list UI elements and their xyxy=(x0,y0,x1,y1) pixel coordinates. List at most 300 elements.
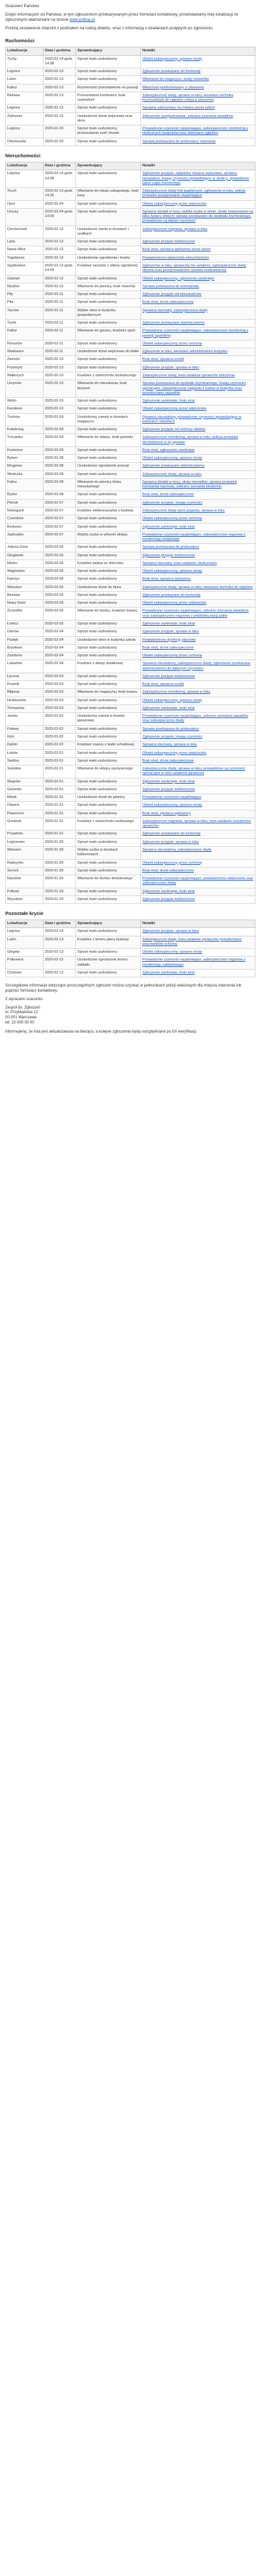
note-link[interactable]: Obiekt zabezpieczony przez właściciela xyxy=(142,201,207,206)
note-link[interactable]: Prowadzone czynności wyjaśniające, zabezpieczono monitoring z okolicznych budynków oraz dokonano oględzin xyxy=(142,127,248,136)
cell-note xyxy=(141,584,255,591)
note-link[interactable]: Zgłoszenie przyjęte, sprawa w toku xyxy=(142,929,200,934)
note-link[interactable]: Prowadzone czynności wyjaśniające, zabezpieczono monitoring z posesji sąsiedniej xyxy=(142,329,248,338)
note-link[interactable]: Zgłoszenie przekazane do komendy xyxy=(142,70,201,74)
note-link[interactable]: Prowadzone czynności wyjaśniające, zebrano zeznania sąsiadów oraz zabezpieczono ślady xyxy=(142,714,248,723)
cell-inspector: Sprzęt mało uszkodzony xyxy=(76,644,141,652)
cell-location: Legnica xyxy=(6,105,44,112)
cell-location: Braniewo xyxy=(6,644,44,652)
note-link[interactable]: Zabezpieczono monitoring, sprawa w toku xyxy=(142,690,211,695)
cell-date: 2020-01-31 xyxy=(44,818,76,831)
note-link[interactable]: Powiadomiono właściciela nieruchomości xyxy=(142,255,209,260)
note-link[interactable]: Zgłoszenie przyjęte telefonicznie xyxy=(142,787,195,792)
cell-note xyxy=(141,299,255,307)
cell-location: Radzymin xyxy=(6,859,44,867)
cell-date: 2020-02-11 xyxy=(44,340,76,348)
cell-note xyxy=(141,568,255,576)
table-row xyxy=(6,636,255,644)
incident-table xyxy=(5,47,255,146)
note-link[interactable]: Powiadomiono dyrekcję placówki xyxy=(142,638,196,642)
column-header: Data i godzina xyxy=(44,920,76,928)
cell-note xyxy=(141,636,255,644)
note-link[interactable]: Właściciel poinformowany o zdarzeniu xyxy=(142,85,204,90)
note-link[interactable]: Prowadzone czynności wyjaśniające, zebrano zeznania świadków oraz zabezpieczono nagrania z pobliskiej stacji paliw xyxy=(142,609,249,618)
cell-date: 2020-02-06 xyxy=(44,544,76,552)
cell-inspector: Sprzęt mało uszkodzony xyxy=(76,725,141,733)
cell-location: Żyrardów xyxy=(6,608,44,621)
cell-inspector: Sprzęt mało uszkodzony xyxy=(76,673,141,680)
cell-location: Turek xyxy=(6,320,44,328)
table-row xyxy=(6,283,255,290)
note-link[interactable]: Zabezpieczono ślady, trwa ustalanie sprawców; przesłuchano pracowników ochrony xyxy=(142,937,242,946)
cell-location: Legnica xyxy=(6,170,44,188)
section-title: Nieruchomości xyxy=(5,152,41,159)
table-row xyxy=(6,55,255,68)
table-row xyxy=(6,200,255,208)
cell-location: Sokołów xyxy=(6,766,44,779)
note-link[interactable]: Zgłoszenie przyjęte od mieszkańców xyxy=(142,292,202,297)
table-row xyxy=(6,802,255,810)
cell-note xyxy=(141,608,255,621)
cell-location: Pruszków xyxy=(6,831,44,838)
cell-date: 2020-02-13 xyxy=(44,84,76,92)
note-link[interactable]: Zgłoszenie w toku, wezwano administratora budynku xyxy=(142,350,228,354)
note-link[interactable]: Zgłoszenie zamknięte, brak strat xyxy=(142,399,195,404)
cell-note xyxy=(141,138,255,146)
table-row xyxy=(6,689,255,697)
cell-note xyxy=(141,786,255,793)
table-row xyxy=(6,246,255,254)
note-link[interactable]: Prowadzone czynności wyjaśniające, zabezpieczono nagrania z monitoringu miejskiego xyxy=(142,532,246,542)
note-link[interactable]: Obiekt zabezpieczony przez właściciela xyxy=(142,751,207,755)
footer-paragraph: Szczegółowe informacje dotyczące poszczególnych zgłoszeń można uzyskać w jednostkach policji właściwych dla miejsca zdarzenia lub poprzez formularz kontaktowy. xyxy=(5,984,242,994)
note-link[interactable]: Brak strat, sprawca spłoszony xyxy=(142,577,191,582)
cell-inspector: Włamanie do garażu, kradzież opon xyxy=(76,328,141,341)
sections-container xyxy=(5,38,255,977)
cell-location: Tychy xyxy=(6,55,44,68)
cell-location: Puławy xyxy=(6,725,44,733)
cell-inspector: Sprzęt mało uszkodzony xyxy=(76,859,141,867)
table-row xyxy=(6,188,255,201)
cell-inspector: Sprzęt mało uszkodzony xyxy=(76,600,141,608)
note-link[interactable]: Prowadzone czynności wyjaśniające, zabezpieczono nagrania z monitoringu zakładowego xyxy=(142,958,246,967)
note-link[interactable]: Prowadzone czynności wyjaśniające xyxy=(142,795,202,800)
note-link[interactable]: Zgłoszenie przyjęte telefonicznie xyxy=(142,240,195,244)
table-row xyxy=(6,875,255,888)
note-link[interactable]: Zabezpieczono ślady, trwa ustalanie sprawców zdarzenia xyxy=(142,373,235,378)
note-link[interactable]: Zgłoszenie w toku, sprawców nie ustalono; zabezpieczono ślady obuwia oraz przeprowadzono wywiad środowiskowy xyxy=(142,263,246,273)
cell-location: Lęka xyxy=(6,238,44,246)
note-link[interactable]: Zgłoszenie przyjęte od ochrony obiektu xyxy=(142,428,206,432)
note-link[interactable]: Brak strat, drzwi zabezpieczone xyxy=(142,493,194,497)
table-row xyxy=(6,138,255,146)
cell-date: 2020-02-11 xyxy=(44,307,76,320)
cell-note xyxy=(141,262,255,275)
table-row xyxy=(6,560,255,567)
cell-location: Ryki xyxy=(6,733,44,741)
note-link[interactable]: Obiekt zabezpieczony, spisano straty xyxy=(142,569,202,574)
cell-date: 2020-01-30 xyxy=(44,838,76,846)
note-link[interactable]: Sprawca nieznany, trwa ustalanie okoliczności xyxy=(142,561,217,565)
cell-date: 2020-02-08 xyxy=(44,478,76,491)
note-link[interactable]: Brak strat, sprawca uciekł xyxy=(142,357,184,362)
cell-date: 2020-02-12 xyxy=(44,254,76,262)
table-row xyxy=(6,275,255,283)
cell-date: 2020-02-07 xyxy=(44,531,76,544)
cell-date: 2020-02-02 xyxy=(44,741,76,749)
cell-note xyxy=(141,125,255,138)
note-link[interactable]: Zgłoszenie zarejestrowane, zebrano zeznania świadków xyxy=(142,114,233,118)
table-row xyxy=(6,499,255,507)
cell-inspector: Sprzęt mało uszkodzony xyxy=(76,544,141,552)
cell-inspector: Ruchomości pozostawione na posesji xyxy=(76,84,141,92)
note-link[interactable]: Zgłoszenie przekazane do komendy xyxy=(142,832,201,836)
cell-date: 2020-02-01 xyxy=(44,749,76,757)
cell-date: 2020-02-03 xyxy=(44,697,76,704)
cell-note xyxy=(141,68,255,76)
cell-inspector: Sprzęt mało uszkodzony xyxy=(76,76,141,84)
table-row xyxy=(6,818,255,831)
cell-location: Piły xyxy=(6,291,44,299)
cell-inspector: Sprzęt mało uszkodzony xyxy=(76,55,141,68)
note-link[interactable]: Zgłoszenie przekazane dzielnicowemu xyxy=(142,464,205,469)
cell-inspector: Sprzęt mało uszkodzony xyxy=(76,652,141,660)
cell-date: 2020-02-04 xyxy=(44,652,76,660)
table-row xyxy=(6,125,255,138)
note-link[interactable]: Zgłoszenie przyjęte, sprawa w toku xyxy=(142,365,200,370)
cell-location: Rzeszów xyxy=(6,340,44,348)
note-link[interactable]: Zabezpieczono ślady opon pojazdu, sprawa w toku xyxy=(142,509,225,513)
intro xyxy=(5,4,255,31)
note-link[interactable]: Brak strat, zgłoszenie zamknięte xyxy=(142,448,195,452)
note-link[interactable]: Zabezpieczono monitoring, sprawa w toku; policja prowadzi dochodzenie w tej sprawie xyxy=(142,435,239,444)
cell-location: Bytów xyxy=(6,491,44,499)
cell-location: Głogów xyxy=(6,949,44,957)
note-link[interactable]: Obiekt zabezpieczony przez ochronę xyxy=(142,341,202,346)
note-link[interactable]: Zgłoszenie przyjęte, oględziny miejsca wykonane, sprawcy nieustaleni, trwają czynności sprawdzające w okolicy; sprawdzono także zapis monitoringu xyxy=(142,172,250,185)
note-link[interactable]: Obiekt zabezpieczony, spisano straty xyxy=(142,698,202,702)
note-link[interactable]: Zabezpieczono ślady, sprawa w toku; wezwano technika do oględzin xyxy=(142,585,253,589)
table-row xyxy=(6,299,255,307)
note-link[interactable]: Obiekt zabezpieczony, spisano straty xyxy=(142,950,202,955)
table-row xyxy=(6,697,255,704)
note-link[interactable]: Sprawa przekazana do komisariatu xyxy=(142,284,200,289)
note-link[interactable]: Sprawca nieustalony, zabezpieczono ślady xyxy=(142,847,212,852)
cell-inspector: Sprzęt mało uszkodzony xyxy=(76,969,141,977)
note-link[interactable]: Obiekt zabezpieczony, spisano straty xyxy=(142,456,202,461)
intro-link[interactable]: www.policja.pl xyxy=(70,18,95,23)
cell-inspector: Uszkodzenie ogrodzenia i bramy xyxy=(76,254,141,262)
cell-location: Kętrzyn xyxy=(6,576,44,584)
cell-location: Legnica xyxy=(6,928,44,936)
note-link[interactable]: Zgłoszenie przekazane do komendy xyxy=(142,593,201,597)
cell-location: Łowicz xyxy=(6,621,44,628)
cell-inspector: Sprzęt mało uszkodzony xyxy=(76,470,141,478)
cell-inspector: Sprzęt mało uszkodzony xyxy=(76,523,141,531)
table-row xyxy=(6,949,255,957)
cell-inspector: Sprzęt mało uszkodzony xyxy=(76,576,141,584)
cell-date: 2020-01-30 xyxy=(44,846,76,859)
note-link[interactable]: Obiekt zabezpieczony, zgłoszenie zamknięte xyxy=(142,276,214,281)
cell-note xyxy=(141,398,255,406)
cell-location: Tomaszów xyxy=(6,704,44,712)
table-row xyxy=(6,413,255,426)
note-link[interactable]: Sprawca działał w nocy, wybita szyba w oknie, straty oszacowano na kilka tysięcy złotych; sprawę przekazano do wydziału kryminalnego, prowadzone są dalsze czynności xyxy=(142,209,254,224)
note-link[interactable]: Zabezpieczono nagrania, sprawa w toku; trwa ustalanie tożsamości sprawców xyxy=(142,819,252,829)
table-row xyxy=(6,515,255,523)
table-row xyxy=(6,356,255,364)
cell-location: Wałbrzych xyxy=(6,372,44,380)
note-link[interactable]: Sprawca zatrzymany na miejscu przez patrol xyxy=(142,106,214,110)
note-link[interactable]: Sprawca nieustalony, zabezpieczono ślady; zgłoszenie przekazane dzielnicowemu do dalszych czynności xyxy=(142,662,251,671)
note-link[interactable]: Obiekt zabezpieczony przez właściciela xyxy=(142,407,207,411)
cell-location: Kalisz xyxy=(6,328,44,341)
cell-inspector: Włamanie do mieszkania, brak biżuterii xyxy=(76,380,141,398)
cell-date: 2020-02-12 xyxy=(44,969,76,977)
cell-note xyxy=(141,778,255,786)
cell-inspector: Sprzęt mało uszkodzony xyxy=(76,568,141,576)
table-row xyxy=(6,225,255,238)
cell-inspector: Włamanie do kiosku, kradzież towaru xyxy=(76,608,141,621)
cell-location: Grodzisk xyxy=(6,818,44,831)
cell-date: 2020-02-08 xyxy=(44,463,76,470)
cell-inspector: Przeszukanie kontenera, brak uszkodzeń xyxy=(76,92,141,105)
note-link[interactable]: Obiekt zabezpieczony, spisano straty xyxy=(142,57,202,61)
note-link[interactable]: Zgłoszenie przyjęte telefonicznie xyxy=(142,897,195,901)
note-link[interactable]: Brak strat, drzwi zabezpieczone xyxy=(142,300,194,305)
cell-location: Nowy Dwór xyxy=(6,600,44,608)
cell-inspector: Sprzęt mało uszkodzony xyxy=(76,591,141,599)
cell-inspector: Sprzęt mało uszkodzony xyxy=(76,406,141,413)
cell-note xyxy=(141,969,255,977)
cell-location: Kraśnik xyxy=(6,681,44,689)
cell-note xyxy=(141,794,255,802)
note-link[interactable]: Sprawca działał w nocy, straty niewielkie; sprawę prowadzi komisariat rejonowy, zebrano zeznania lokatorów xyxy=(142,480,237,489)
cell-location: Legnica xyxy=(6,68,44,76)
note-link[interactable]: Sprawa przekazana do prokuratury xyxy=(142,545,200,550)
cell-inspector: Kradzież roweru z klatki schodowej xyxy=(76,741,141,749)
cell-date: 2020-02-02 xyxy=(44,713,76,726)
cell-location: Bielawa xyxy=(6,92,44,105)
note-link[interactable]: Zgłoszenie zamknięte, brak strat xyxy=(142,779,195,784)
note-link[interactable]: Brak strat, sprawca spłoszony przez alarm xyxy=(142,248,211,252)
table-row xyxy=(6,523,255,531)
table-row xyxy=(6,838,255,846)
column-header: Lokalizacja xyxy=(6,920,44,928)
note-link[interactable]: Zabezpieczono nagrania, sprawa w toku xyxy=(142,227,208,231)
note-link[interactable]: Zabezpieczono ślady, sprawa w toku; wezwano technika kryminalistyki do oględzin miejsca zdarzenia xyxy=(142,93,233,103)
table-row xyxy=(6,508,255,515)
cell-date: 2020-01-31 xyxy=(44,810,76,818)
note-link[interactable]: Zgłoszenie przyjęte, sprawa w toku xyxy=(142,840,200,844)
cell-note xyxy=(141,275,255,283)
table-row xyxy=(6,733,255,741)
note-link[interactable]: Zgłoszenie przyjęte, trwają czynności xyxy=(142,500,203,505)
cell-date: 2020-02-13 xyxy=(44,949,76,957)
cell-date: 2020-02-12 xyxy=(44,957,76,970)
cell-location: Czarnków xyxy=(6,515,44,523)
cell-date: 2020-02-05 xyxy=(44,608,76,621)
note-link[interactable]: Brak strat, drzwi zabezpieczone xyxy=(142,645,194,650)
cell-date: 2020-02-13 xyxy=(44,76,76,84)
cell-date: 2020-01-31 xyxy=(44,802,76,810)
cell-date: 2020-02-04 godz. 14:00 xyxy=(44,208,76,225)
table-row xyxy=(6,491,255,499)
note-link[interactable]: Brak strat, sprawca uciekł xyxy=(142,682,184,687)
cell-location: Wołomin xyxy=(6,846,44,859)
note-link[interactable]: Sprawca nieznany, zabezpieczono ślady xyxy=(142,308,208,313)
cell-date: 2020-02-12 xyxy=(44,275,76,283)
cell-note xyxy=(141,225,255,238)
cell-date: 2020-01-29 xyxy=(44,895,76,903)
note-link[interactable]: Zgłoszenie zamknięte, brak strat xyxy=(142,970,195,975)
cell-location: Polkowice xyxy=(6,957,44,970)
cell-inspector: Wybita szyba w witrynie sklepu xyxy=(76,531,141,544)
table-header-row xyxy=(6,920,255,928)
footer-address xyxy=(5,1006,255,1026)
cell-date: 2020-02-09 xyxy=(44,426,76,434)
cell-note xyxy=(141,491,255,499)
cell-inspector: Sprzęt mało uszkodzony xyxy=(76,621,141,628)
cell-note xyxy=(141,434,255,447)
note-link[interactable]: Zgłoszenie zamknięte, brak strat xyxy=(142,889,195,894)
table-row xyxy=(6,766,255,779)
cell-date: 2020-01-31 xyxy=(44,831,76,838)
cell-location: Wągrowiec xyxy=(6,568,44,576)
table-row xyxy=(6,794,255,802)
note-link[interactable]: Zgłoszenie przyjęte, sprawa w toku xyxy=(142,630,200,634)
header-line: Szanowni Państwo xyxy=(5,4,40,8)
table-row xyxy=(6,170,255,188)
table-row xyxy=(6,660,255,673)
cell-inspector: Uszkodzone ogrodzenie terenu zakładu xyxy=(76,957,141,970)
note-link[interactable]: Brak strat, drzwi zabezpieczone xyxy=(142,868,194,873)
table-row xyxy=(6,238,255,246)
note-link[interactable]: Zgłoszenie zamknięte, brak strat xyxy=(142,706,195,710)
cell-location: Spytkowice xyxy=(6,262,44,275)
note-link[interactable]: Zgłoszenie zamknięte, brak strat xyxy=(142,622,195,626)
cell-inspector: Sprzęt mało uszkodzony xyxy=(76,515,141,523)
cell-date: 2020-02-01 xyxy=(44,766,76,779)
cell-date: 2020-02-08 xyxy=(44,455,76,463)
cell-inspector: Sprzęt mało uszkodzony xyxy=(76,208,141,225)
column-header: Notatki xyxy=(141,47,255,56)
note-link[interactable]: Obiekt zabezpieczony przez ochronę xyxy=(142,654,202,658)
cell-inspector: Sprzęt mało uszkodzony xyxy=(76,246,141,254)
cell-location: Zabrzeże xyxy=(6,112,44,125)
table-row xyxy=(6,544,255,552)
note-link[interactable]: Prowadzone czynności wyjaśniające, powiadomiono właściciela oraz zabezpieczono ślady xyxy=(142,877,254,886)
cell-inspector: Uszkodzone drzwi do piwnicy xyxy=(76,794,141,802)
cell-note xyxy=(141,188,255,201)
cell-note xyxy=(141,713,255,726)
cell-note xyxy=(141,749,255,757)
cell-date: 2020-02-02 xyxy=(44,725,76,733)
note-link[interactable]: Brak strat, sprawca spłoszony xyxy=(142,811,191,816)
note-link[interactable]: Zabezpieczono ślady, sprawa w toku xyxy=(142,472,202,476)
note-link[interactable]: Zgłoszenie przyjęte telefonicznie xyxy=(142,674,195,678)
cell-inspector: Sprzęt mało uszkodzony xyxy=(76,170,141,188)
note-link[interactable]: Zgłoszenie przyjęte, trwają czynności xyxy=(142,734,203,739)
address-line: tel. 22 000 00 00 xyxy=(5,1021,34,1025)
cell-date: 2020-02-20 xyxy=(44,125,76,138)
cell-date: 2020-02-14 godz. 14:38 xyxy=(44,170,76,188)
cell-location: Biłgoraj xyxy=(6,689,44,697)
cell-location: Siedlce xyxy=(6,757,44,765)
note-link[interactable]: Sprawa przekazana do prokuratury rejonowej xyxy=(142,139,216,144)
cell-date: 2020-02-09 xyxy=(44,413,76,426)
cell-date: 2020-02-12 godz. 14:00 xyxy=(44,262,76,275)
table-row xyxy=(6,455,255,463)
cell-note xyxy=(141,455,255,463)
note-link[interactable]: Zgłoszenie przekazane dzielnicowemu xyxy=(142,321,205,326)
cell-date: 2020-01-30 xyxy=(44,859,76,867)
footer-closing: Informujemy, że lista jest aktualizowana na bieżąco, a kolejne zgłoszenia będą uwzględniane po ich weryfikacji. xyxy=(5,1029,198,1034)
cell-inspector: Wybite okno w budynku gospodarczym xyxy=(76,307,141,320)
note-link[interactable]: Brak strat, drzwi zabezpieczone xyxy=(142,758,194,763)
note-link[interactable]: Zabezpieczono ślady linii papilarnych, zgłoszenie w toku; policja prowadzi postępowanie wyjaśniające xyxy=(142,189,246,198)
cell-location: Kozienice xyxy=(6,446,44,454)
cell-date: 2020-02-20 xyxy=(44,138,76,146)
cell-date: 2020-02-01 xyxy=(44,757,76,765)
cell-date: 2020-02-13 xyxy=(44,936,76,949)
cell-note xyxy=(141,84,255,92)
cell-location: Pułtusk xyxy=(6,888,44,895)
note-link[interactable]: Obiekt zabezpieczony przez ochronę xyxy=(142,517,202,521)
cell-note xyxy=(141,372,255,380)
cell-note xyxy=(141,838,255,846)
note-link[interactable]: Sprawa przekazana do wydziału kryminalnego, trwają czynności operacyjne; zabezpieczono nagrania z kamer w budynku oraz przesłuchano sąsiadów xyxy=(142,381,246,395)
note-link[interactable]: Zabezpieczono ślady, sprawa w toku; prowadzone są czynności operacyjne w celu ustalenia sprawców xyxy=(142,767,246,776)
cell-date: 2020-02-01 xyxy=(44,778,76,786)
note-link[interactable]: Zgłoszenie przyjęte telefonicznie xyxy=(142,553,195,558)
note-link[interactable]: Sprawa przekazana do prokuratury xyxy=(142,727,200,731)
section-title: Pozostałe krycie xyxy=(5,910,44,917)
cell-date: 2020-02-09 xyxy=(44,446,76,454)
table-row xyxy=(6,681,255,689)
table-row xyxy=(6,208,255,225)
cell-date: 2020-02-12 xyxy=(44,246,76,254)
cell-note xyxy=(141,340,255,348)
cell-date: 2020-02-11 xyxy=(44,320,76,328)
cell-note xyxy=(141,818,255,831)
cell-date: 2020-02-10 xyxy=(44,372,76,380)
cell-inspector: Sprzęt mało uszkodzony xyxy=(76,426,141,434)
cell-date: 2020-02-07 xyxy=(44,523,76,531)
note-link[interactable]: Sprawca nieustalony, prowadzone czynności sprawdzające w pobliskich obiektach xyxy=(142,415,242,424)
note-link[interactable]: Sprawca nieznany, sprawa w toku xyxy=(142,743,198,747)
cell-location: Kalisz xyxy=(6,84,44,92)
column-header: Data i godzina xyxy=(44,162,76,170)
cell-note xyxy=(141,810,255,818)
cell-location: Wyszków xyxy=(6,895,44,903)
note-link[interactable]: Włamanie do magazynu, straty niewielkie xyxy=(142,77,209,82)
table-row xyxy=(6,328,255,341)
note-link[interactable]: Obiekt zabezpieczony przez właściciela xyxy=(142,601,207,606)
incident-table xyxy=(5,162,255,904)
cell-note xyxy=(141,283,255,290)
note-link[interactable]: Zgłoszenie zamknięte, brak strat xyxy=(142,524,195,529)
cell-location: Tuchów xyxy=(6,413,44,426)
note-link[interactable]: Obiekt zabezpieczony, spisano straty xyxy=(142,803,202,808)
cell-inspector: Sprzęt mało uszkodzony xyxy=(76,704,141,712)
table-row xyxy=(6,867,255,875)
note-link[interactable]: Obiekt zabezpieczony przez ochronę xyxy=(142,860,202,865)
cell-note xyxy=(141,831,255,838)
column-header: Sprawdzający xyxy=(76,47,141,56)
cell-inspector: Włamanie do lokalu usługowego, brak kasy xyxy=(76,188,141,201)
cell-note xyxy=(141,552,255,560)
